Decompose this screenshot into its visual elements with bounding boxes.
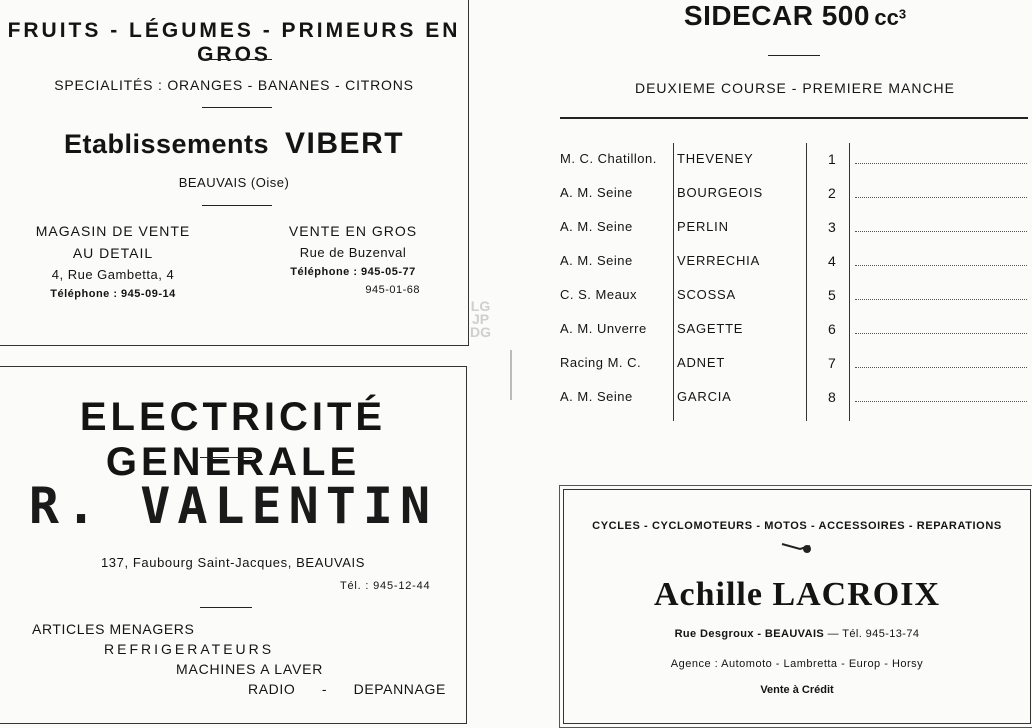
rider-name: SAGETTE [677, 321, 744, 336]
entry-number: 1 [828, 151, 836, 167]
club-name: A. M. Seine [560, 219, 633, 234]
divider [202, 205, 272, 206]
wholesale-address: Rue de Buzenval [299, 245, 407, 260]
result-blank [855, 401, 1027, 402]
column-divider [673, 143, 674, 421]
valentin-name: R. VALENTIN [28, 477, 438, 535]
rider-name: SCOSSA [677, 287, 736, 302]
result-blank [855, 163, 1027, 164]
lacroix-credit: Vente à Crédit [760, 684, 834, 696]
vibert-specialities: SPECIALITÉS : ORANGES - BANANES - CITRONS [54, 77, 414, 93]
vibert-wholesale-column [268, 223, 438, 296]
page-fold [510, 350, 512, 400]
divider [202, 107, 272, 108]
race-title-unit: cc [874, 5, 899, 30]
valentin-advert [0, 366, 467, 724]
entry-number: 6 [828, 321, 836, 337]
retail-address: 4, Rue Gambetta, 4 [51, 267, 175, 282]
entry-number: 8 [828, 389, 836, 405]
vibert-company [0, 127, 468, 161]
depannage-label: DEPANNAGE [353, 681, 446, 697]
vibert-city: BEAUVAIS (Oise) [178, 175, 290, 190]
club-name: A. M. Unverre [560, 321, 647, 336]
divider [200, 607, 252, 608]
wholesale-line1: VENTE EN GROS [288, 223, 418, 239]
rider-name: ADNET [677, 355, 726, 370]
separator: - [321, 681, 328, 697]
lacroix-header: CYCLES - CYCLOMOTEURS - MOTOS - ACCESSOIRES - REPARATIONS [592, 520, 1002, 532]
club-name: A. M. Seine [560, 185, 633, 200]
valentin-line1: ARTICLES MENAGERS [32, 621, 195, 637]
retail-line2: AU DETAIL [72, 245, 154, 261]
result-blank [855, 231, 1027, 232]
vibert-header: FRUITS - LÉGUMES - PRIMEURS EN GROS [7, 19, 461, 66]
retail-line1: MAGASIN DE VENTE [35, 223, 191, 239]
column-divider [806, 143, 807, 421]
company-name: VIBERT [285, 127, 405, 160]
divider [202, 59, 272, 60]
entry-number: 7 [828, 355, 836, 371]
lacroix-name: Achille LACROIX [653, 576, 941, 613]
race-title [560, 0, 1030, 32]
lacroix-advert [563, 489, 1031, 724]
result-blank [855, 333, 1027, 334]
result-blank [855, 299, 1027, 300]
wholesale-phone1: Téléphone : 945-05-77 [290, 266, 416, 278]
lacroix-address-line [564, 628, 1030, 640]
valentin-title: ELECTRICITÉ GENERALE [79, 395, 387, 484]
divider [200, 457, 252, 458]
vibert-retail-column [28, 223, 198, 300]
lacroix-phone: — Tél. 945-13-74 [827, 628, 920, 640]
club-name: A. M. Seine [560, 389, 633, 404]
entry-number: 5 [828, 287, 836, 303]
entry-number: 3 [828, 219, 836, 235]
radio-label: RADIO [248, 681, 296, 697]
race-title-unit-sup: 3 [898, 6, 907, 22]
company-prefix: Etablissements [63, 129, 270, 159]
valentin-phone: Tél. : 945-12-44 [340, 580, 431, 592]
club-name: M. C. Chatillon. [560, 151, 657, 166]
result-blank [855, 367, 1027, 368]
club-name: Racing M. C. [560, 355, 642, 370]
rider-name: GARCIA [677, 389, 732, 404]
retail-phone: Téléphone : 945-09-14 [50, 288, 176, 300]
vibert-advert [0, 0, 469, 346]
rider-name: VERRECHIA [677, 253, 761, 268]
entry-number: 2 [828, 185, 836, 201]
race-title-main: SIDECAR 500 [683, 0, 870, 31]
stamp-line1: LG [470, 298, 491, 314]
rider-name: BOURGEOIS [677, 185, 763, 200]
wholesale-phone2: 945-01-68 [365, 284, 420, 296]
valentin-address: 137, Faubourg Saint-Jacques, BEAUVAIS [100, 555, 366, 570]
race-subtitle: DEUXIEME COURSE - PREMIERE MANCHE [634, 80, 956, 96]
library-stamp [470, 300, 491, 339]
club-name: A. M. Seine [560, 253, 633, 268]
club-name: C. S. Meaux [560, 287, 638, 302]
valentin-line2: REFRIGERATEURS [104, 641, 275, 657]
lacroix-agence: Agence : Automoto - Lambretta - Europ - Horsy [670, 658, 924, 670]
stamp-line3: DG [470, 324, 491, 340]
lacroix-address: Rue Desgroux - BEAUVAIS [674, 628, 825, 640]
valentin-line3: MACHINES A LAVER [176, 661, 324, 677]
result-blank [855, 265, 1027, 266]
stamp-line2: JP [471, 311, 490, 327]
divider [768, 55, 820, 56]
table-top-rule [560, 117, 1028, 119]
column-divider [849, 143, 850, 421]
rider-name: PERLIN [677, 219, 729, 234]
rider-name: THEVENEY [677, 151, 754, 166]
valentin-line4 [248, 681, 446, 697]
entry-number: 4 [828, 253, 836, 269]
scooter-icon [780, 540, 814, 559]
result-blank [855, 197, 1027, 198]
